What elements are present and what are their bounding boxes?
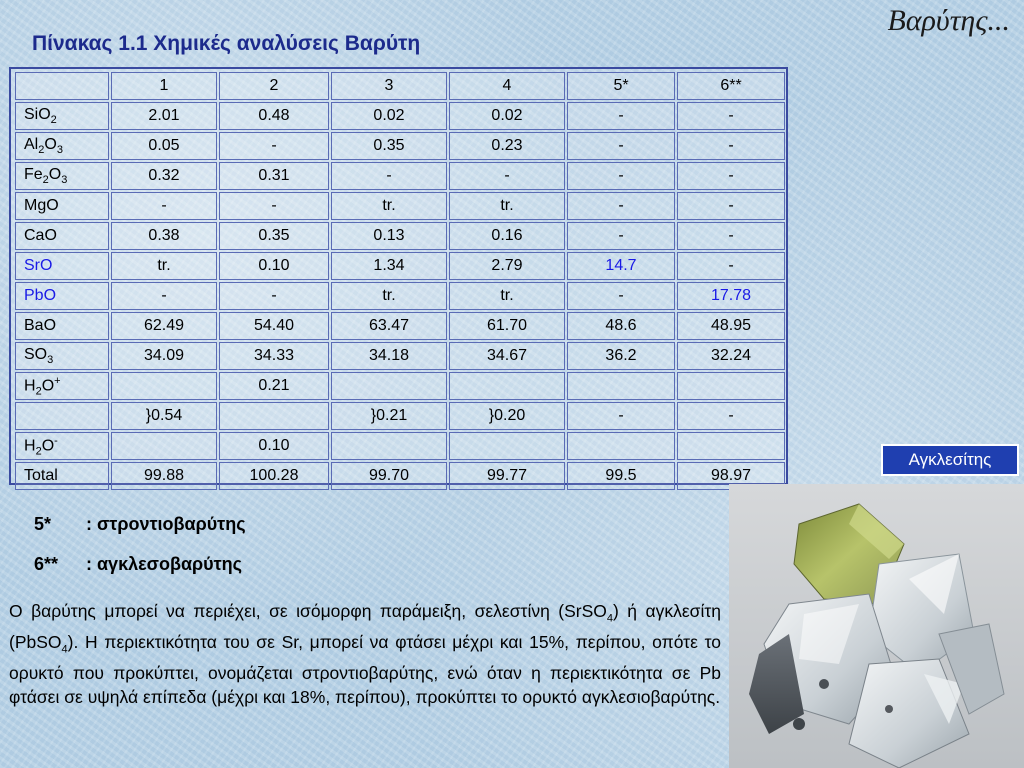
row-label-mgo: MgO [15, 192, 109, 220]
table-row [15, 372, 785, 400]
row-label-sro: SrO [15, 252, 109, 280]
table-cell: 0.05 [111, 132, 217, 160]
footnote-text: : στροντιοβαρύτης [86, 514, 246, 534]
footnote-text: : αγκλεσοβαρύτης [86, 554, 243, 574]
description-paragraph: Ο βαρύτης μπορεί να περιέχει, σε ισόμορφη παράμειξη, σελεστίνη (SrSO$_4$) ή αγκλεσίτη (PbSO$_4$). Η περιεκτικότητα του σε Sr, μπορεί να φτάσει μέχρι και 15%, περίπου, οπότε το ορυκτό που προκύπτει, ονομάζεται στροντιοβαρύτης, ενώ όταν η περιεκτικότητα σε Pb φτάσει σε υψηλά επίπεδα (μέχρι και 18%, περίπου), προκύπτει το ορυκτό αγκλεσιοβαρύτης. [9, 601, 721, 707]
table-cell [219, 402, 329, 430]
table-row [15, 342, 785, 370]
table-row [15, 162, 785, 190]
table-cell: }0.54 [111, 402, 217, 430]
row-label-sio2: SiO$_2$ [15, 102, 109, 130]
table-cell [567, 372, 675, 400]
table-cell: 99.70 [331, 462, 447, 490]
table-cell: - [567, 132, 675, 160]
table-cell: 2.01 [111, 102, 217, 130]
table-cell [331, 432, 447, 460]
table-cell [567, 432, 675, 460]
table-cell: - [567, 402, 675, 430]
header-cell: 3 [331, 72, 447, 100]
footnote-anglesobarite [34, 554, 242, 575]
table-row [15, 222, 785, 250]
slide-title: Βαρύτης... [887, 4, 1010, 37]
table-cell: 61.70 [449, 312, 565, 340]
table-cell: 0.13 [331, 222, 447, 250]
table-row [15, 252, 785, 280]
table-cell: tr. [449, 282, 565, 310]
table-cell: 36.2 [567, 342, 675, 370]
mineral-name-label: Αγκλεσίτης [881, 444, 1019, 476]
table-cell: - [677, 252, 785, 280]
table-cell: 0.48 [219, 102, 329, 130]
table-row [15, 282, 785, 310]
table-cell: - [567, 162, 675, 190]
table-cell: tr. [331, 192, 447, 220]
table-cell: 0.35 [219, 222, 329, 250]
table-cell: - [567, 102, 675, 130]
table-cell: 2.79 [449, 252, 565, 280]
row-label-h2o-plus: $H_2O^+$ [15, 372, 109, 400]
table-cell: - [111, 282, 217, 310]
row-label-pbo: PbO [15, 282, 109, 310]
table-cell: }0.20 [449, 402, 565, 430]
table-cell: 99.88 [111, 462, 217, 490]
table-cell: 34.33 [219, 342, 329, 370]
table-cell: 0.35 [331, 132, 447, 160]
table-cell: - [219, 192, 329, 220]
table-cell: 54.40 [219, 312, 329, 340]
table-row [15, 192, 785, 220]
table-cell: tr. [331, 282, 447, 310]
table-cell: }0.21 [331, 402, 447, 430]
row-label-empty [15, 402, 109, 430]
footnote-strontiobarite [34, 514, 246, 535]
table-cell: 62.49 [111, 312, 217, 340]
table-cell: - [677, 222, 785, 250]
table-cell: - [677, 162, 785, 190]
table-cell: - [219, 132, 329, 160]
table-row [15, 432, 785, 460]
table-cell: 100.28 [219, 462, 329, 490]
footnote-key: 5* [34, 514, 52, 534]
anglesite-crystal-illustration [729, 484, 1024, 768]
table-cell: 0.31 [219, 162, 329, 190]
table-cell: - [449, 162, 565, 190]
table-cell: 99.5 [567, 462, 675, 490]
table-cell [111, 432, 217, 460]
table-row [15, 402, 785, 430]
header-cell [15, 72, 109, 100]
table-cell [331, 372, 447, 400]
table-cell [449, 432, 565, 460]
table-cell [111, 372, 217, 400]
table-row [15, 132, 785, 160]
row-label-bao: BaO [15, 312, 109, 340]
table-cell: 1.34 [331, 252, 447, 280]
anglesite-photo [729, 484, 1024, 768]
table-cell: 32.24 [677, 342, 785, 370]
table-cell: 0.23 [449, 132, 565, 160]
table-cell [677, 372, 785, 400]
table-cell: 34.18 [331, 342, 447, 370]
table-cell: 0.10 [219, 252, 329, 280]
table-cell: 48.6 [567, 312, 675, 340]
row-label-total: Total [15, 462, 109, 490]
table-cell: - [567, 222, 675, 250]
footnote-key: 6** [34, 554, 59, 574]
table-row [15, 312, 785, 340]
table-cell: tr. [111, 252, 217, 280]
table-cell: - [677, 132, 785, 160]
table-cell: 48.95 [677, 312, 785, 340]
table-cell: 0.38 [111, 222, 217, 250]
table-cell: 34.09 [111, 342, 217, 370]
table-cell: - [677, 192, 785, 220]
header-cell: 5* [567, 72, 675, 100]
table-cell: - [331, 162, 447, 190]
table-cell: tr. [449, 192, 565, 220]
table-cell: 0.10 [219, 432, 329, 460]
table-cell: - [677, 402, 785, 430]
table-cell-highlight: 14.7 [567, 252, 675, 280]
table-cell [677, 432, 785, 460]
row-label-fe2o3: $Fe_2O_3$ [15, 162, 109, 190]
table-cell: - [111, 192, 217, 220]
table-header-row [15, 72, 785, 100]
table-cell-highlight: 17.78 [677, 282, 785, 310]
table-cell: 63.47 [331, 312, 447, 340]
table-cell: - [567, 282, 675, 310]
header-cell: 1 [111, 72, 217, 100]
table-cell: 0.02 [331, 102, 447, 130]
row-label-cao: CaO [15, 222, 109, 250]
row-label-al2o3: $Al_2O_3$ [15, 132, 109, 160]
table-row-total [15, 462, 785, 490]
header-cell: 6** [677, 72, 785, 100]
chemical-analysis-table [13, 70, 787, 492]
table-caption: Πίνακας 1.1 Χημικές αναλύσεις Βαρύτη [32, 32, 421, 55]
table-cell: - [567, 192, 675, 220]
table-cell: 0.02 [449, 102, 565, 130]
table-cell: - [677, 102, 785, 130]
table-cell: 34.67 [449, 342, 565, 370]
table-cell: 99.77 [449, 462, 565, 490]
row-label-so3: $SO_3$ [15, 342, 109, 370]
table-cell [449, 372, 565, 400]
table-cell: - [219, 282, 329, 310]
header-cell: 2 [219, 72, 329, 100]
table-cell: 0.21 [219, 372, 329, 400]
table-cell: 98.97 [677, 462, 785, 490]
table-cell: 0.32 [111, 162, 217, 190]
table-row [15, 102, 785, 130]
table-cell: 0.16 [449, 222, 565, 250]
header-cell: 4 [449, 72, 565, 100]
row-label-h2o-minus: $H_2O^-$ [15, 432, 109, 460]
